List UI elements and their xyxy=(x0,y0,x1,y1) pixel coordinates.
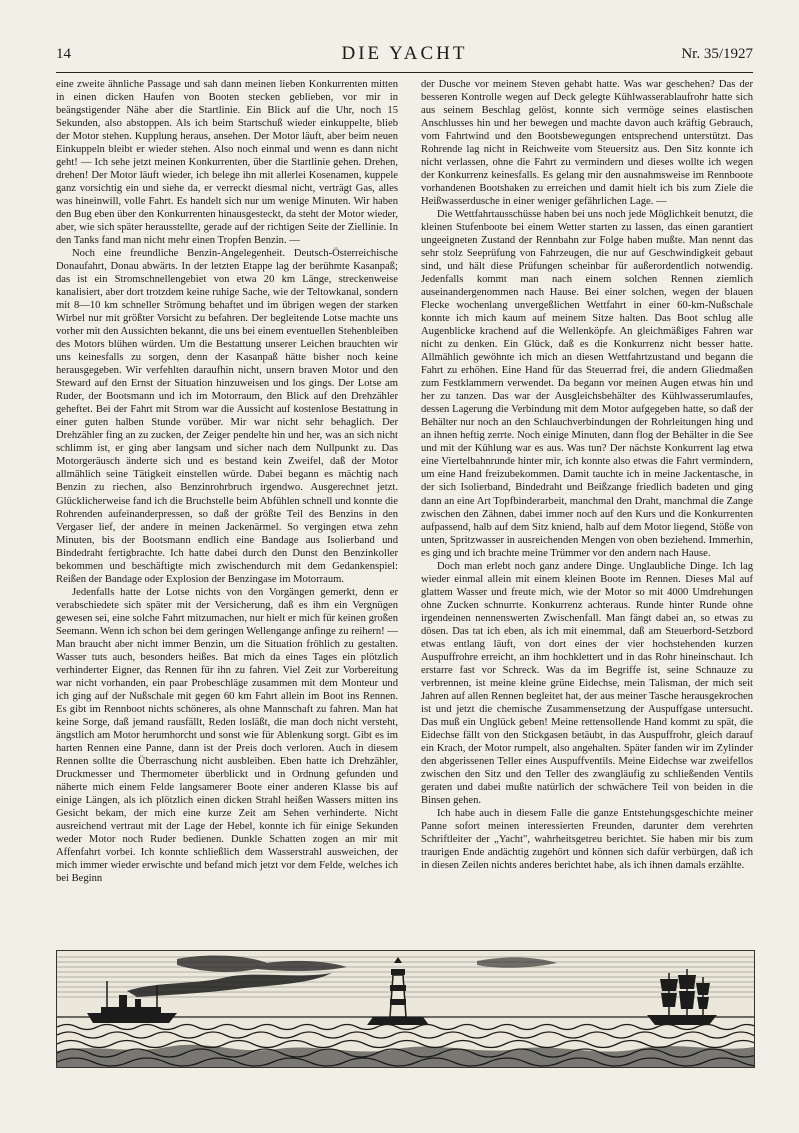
magazine-title: DIE YACHT xyxy=(341,43,468,64)
paragraph: Noch eine freundliche Benzin-Angelegenheit. Deutsch-Österreichische Donaufahrt, Donau abwärts. In der letzten Etappe lag der berühmte Kasanpaß; das ist ein Stromschnellengebiet von etwa 20 km Länge, streckenweise kanalisiert, aber dort trotzdem keine ruhige Sache, wie der Teltowkanal, sondern mit 8—10 km schneller Strömung behaftet und im übrigen wegen der starken Wirbel nur mit größter Vorsicht zu befahren. Der begleitende Lotse machte uns vorher mit den Aussichten bekannt, die uns bei einem eventuellen Stehenbleiben des Motors blühen würden. Um die Bestattung unserer Leichen brauchten wir uns keinesfalls zu sorgen, denn der Kasanpaß hätte bisher noch keine herausgegeben. Wir verfehlten daraufhin nicht, unsern braven Motor und den Steward auf den Ernst der Situation hinzuweisen und los gings. Der Lotse am Ruder, der Bootsmann und ich im Motorraum, den Blick auf den Drehzähler geheftet. Bei der Fahrt mit Strom war die Aussicht auf kostenlose Bestattung in einer guten halben Stunde vorüber. Mir war nicht sehr behaglich. Der Drehzähler fing an zu zucken, der Zeiger pendelte hin und her, was an sich nicht schlimm ist, er ging aber langsam und sicher nach dem Nullpunkt zu. Das Motorgeräusch änderte sich und es bestand kein Zweifel, daß der Motor allmählich seine Tätigkeit einstellen würde. Dabei begann es mächtig nach Benzin zu riechen, also Benzinrohrbruch irgendwo. Ausgerechnet jetzt. Glücklicherweise fand ich die Bruchstelle beim Abfühlen schnell und konnte die Rohrenden aufeinanderpressen, so daß der größte Teil des Benzins in den Vergaser lief, der andere in meinen Jackenärmel. So vergingen etwa zehn Minuten, bis der Bootsmann endlich eine Bandage aus Isolierband und Bindedraht fertigbrachte. Ich hatte dabei durch den Dunst den Benzinkoller bekommen und beschäftigte mich zwischendurch mit dem Gedankenspiel: Reißen der Bandage oder Explosion der Benzingase im Motorraum. xyxy=(56,248,398,585)
paragraph: Jedenfalls hatte der Lotse nichts von den Vorgängen gemerkt, denn er verabschiedete sich später mit der Versicherung, daß es ihm ein Vergnügen gewesen sei, eine solche Fahrt mitzumachen, nur hielt er mich für keinen großen Seemann. Wenn ich schon bei dem geringen Wellengange anfinge zu reihern! — Man braucht aber nicht immer Benzin, um die Situation fröhlich zu gestalten. Wasser tuts auch, besonders heißes. Bat mich da eines Tages ein plötzlich verhinderter Eigner, das Rennen für ihn zu fahren. Viel Zeit zur Vorbereitung war nicht vorhanden, ein paar Probeschläge zusammen mit dem Monteur und ich ging auf der Nußschale mit gegen 60 km Fahrt allein im Boot ins Rennen. Es gibt im Rennboot nichts schöneres, als ohne Mannschaft zu fahren. Man hat keine Sorge, daß jemand rausfällt, Reden losläßt, die man doch nicht versteht, ängstlich am Motor herumhorcht und sonst wie für Ablenkung sorgt. Gibt es im harten Rennen eine Panne, dann ist der Preis doch verloren. Auch in diesem Rennen sollte die Überraschung nicht ausbleiben. Eben hatte ich Drehzähler, Druckmesser und Thermometer überblickt und in Ordnung gefunden und näherte mich einem Felde langsamerer Boote einer anderen Klasse bis auf einige Längen, als ich plötzlich einen dicken Strahl heißen Wassers mitten ins Gesicht bekam, der mich eine kurze Zeit am Sehen verhinderte. Nicht ausreichend vertraut mit der Lage der Hebel, konnte ich für einige Sekunden weder Motor noch Ruder bedienen. Dunkle Schatten zogen an mir mit Affenfahrt vorbei. Ich konnte schließlich dem Wasserstrahl ausweichen, der mich immer wieder erwischte und befand mich jetzt vor dem Felde, welches ich bei Beginn xyxy=(56,586,398,884)
foreground-waves xyxy=(57,1045,754,1067)
issue-number: Nr. 35/1927 xyxy=(681,46,753,62)
seascape-illustration xyxy=(56,950,755,1068)
paragraph: Ich habe auch in diesem Falle die ganze Entstehungsgeschichte meiner Panne sofort meinen interessierten Freunden, darunter dem verehrten Schriftleiter der „Yacht", wahrheitsgetreu berichtet. Sie haben mir bis zum traurigen Ende andächtig zugehört und können sich dafür verbürgen, daß ich in diesen Zeilen nichts anderes berichtet habe, als ich ihnen damals erzählte. xyxy=(421,807,753,871)
left-column xyxy=(56,78,398,946)
page-number: 14 xyxy=(56,46,71,62)
page-header xyxy=(56,42,753,70)
right-column xyxy=(421,78,753,946)
paragraph: Doch man erlebt noch ganz andere Dinge. Unglaubliche Dinge. Ich lag wieder einmal allein mit einem kleinen Boote im Rennen. Dieses Mal auf glattem Wasser und freute mich, wie der Motor so mit 4000 Umdrehungen ohne Zucken schnurrte. Konkurrenz achteraus. Runde hinter Runde ohne irgendeinen nennenswerten Zwischenfall. Man fängt dabei an, so etwas zu dösen. Das tat ich eben, als ich mit einemmal, daß am Steuerbord-Setzbord etwas entlang läuft, von dort eines der vier hochstehenden kurzen Auspuffrohre erreicht, an ihm hochklettert und in das Rohr hineinschaut. Ich erstarre fast vor Schreck. Was da im Begriffe ist, seine Schnauze zu verbrennen, ist meine kleine grüne Eidechse, mein Talisman, der mich seit Jahren auf allen Rennen begleitet hat, der aus meiner Tasche herausgekrochen ist und jetzt die chemische Zusammensetzung der Auspuffgase untersucht. Das muß ein Unglück geben! Meine rettensollende Hand kommt zu spät, die Eidechse fällt von den Stickgasen betäubt, in das Auspuffrohr, gleich darauf ein Krach, der Motor rumpelt, also angehalten. Später fanden wir im Zylinder den abgerissenen Teller eines Auspuffventils. Meine Eidechse war zweifellos zwischen den Sitz und den Teller des zwangläufig zu schließenden Ventils geraten und dabei mußte natürlich der schwächere Teil von beiden in die Binsen gehen. xyxy=(421,560,753,806)
header-rule xyxy=(56,72,753,73)
paragraph: Die Wettfahrtausschüsse haben bei uns noch jede Möglichkeit benutzt, die kleinen Stufenboote bei einem Wetter starten zu lassen, das einen garantiert ungeeigneten Zustand der Rennbahn zur Folge haben mußte. Man nennt das sehr stolz Seeprüfung von Fahrzeugen, die nur auf Geschwindigkeit gebaut sind, und hält diese Prüfungen scheinbar für außerordentlich notwendig. Jedenfalls kommt man nach einem solchen Rennen ziemlich auseinandergenommen nach Hause. Bei einer solchen, wegen der blauen Flecke wochenlang unvergeßlichen Wettfahrt in einer 60-km-Nußschale konnte ich mich kaum auf meinem Sitze halten. Das Boot schlug alle Augenblicke krachend auf die Wellenköpfe. An gleichmäßiges Fahren war nicht zu denken. Ein Glück, daß es die Konkurrenz nicht besser hatte. Allmählich gewöhnte ich mich an diesen Wettfahrtzustand und begann die Fahrt zu erhöhen. Eine Hand für das Steuerrad frei, die andern Gliedmaßen zum Festklammern verwendet. Da begann vor meinen Augen etwas hin und her zu tanzen. Das war der Ausgleichsbehälter des Kühlwasserumlaufes, dessen Lagerung die Verbindung mit dem Motor aufgegeben hatte, so daß der Behälter nur noch an den Schlauchverbindungen der Rohrleitungen hing und an ihnen heftig zerrte. Noch einige Minuten, dann flog der Behälter in die See und mit der Kühlung war es aus. Was tun? Der nächste Konkurrent lag etwa eine Viertelbahnrunde hinter mir, ich konnte also etwas die Fahrt vermindern, um eine Hand freizubekommen. Damit tauchte ich in meine Jackentasche, in der sich Isolierband, Bindedraht und Beißzange friedlich badeten und ging dann an eine Art Topfbinderarbeit, manchmal den Draht, manchmal die Zange zwischen den Zähnen, dabei immer noch auf den Kurs und die Konkurrenten aufpassend, halb auf dem Sitz kniend, halb auf dem Motor liegend, Stöße von unten, Spritzwasser in ausreichenden Mengen von oben beziehend. Immerhin, es ging und ich brachte meine Trümmer vor den andern nach Hause. xyxy=(421,209,753,559)
paragraph: der Dusche vor meinem Steven gehabt hatte. Was war geschehen? Das der besseren Kontrolle wegen auf Deck gelegte Kühlwasserablaufrohr hatte sich aus seinem Beschlag gelöst, konnte sich vermöge seines elastischen Anschlusses hin und her bewegen und machte davon auch kräftig Gebrauch, vom Fahrtwind und den Bootsbewegungen entsprechend unterstützt. Das Rohrende lag nicht in Reichweite vom Steuersitz aus. Den Sitz konnte ich nicht verlassen, ohne die Fahrt zu vermindern und dieses wollte ich wegen der Konkurrenz keinesfalls. Es gelang mir den ausnahmsweise im Rennboote vorhandenen Bootshaken zu erreichen und damit hielt ich bis zum Ziele die Heißwasserdusche in einer weniger gefährlichen Lage. — xyxy=(421,79,753,208)
paragraph: eine zweite ähnliche Passage und sah dann meinen lieben Konkurrenten mitten in einen dicken Haufen von Booten stecken geblieben, vor mir in beängstigender Nähe aber die Startlinie. Ein Blick auf die Uhr, noch 15 Sekunden, also abstoppen. Als ich beim Startschuß wieder einkuppelte, blieb der Motor stehen. Kupplung heraus, ansehen. Der Motor läuft, aber beim neuen Einkuppeln bleibt er wieder stehen. Also noch einmal und wenn es dann nicht geht! — Ich sehe jetzt meinen Konkurrenten, über die Startlinie gehen. Drehen, drehen! Der Motor läuft wieder, ich belege ihn mit allerlei Kosenamen, kuppele ganz vorsichtig ein und siehe da, er verreckt diesmal nicht, verträgt Gas, alles was hineinwill, volle Fahrt. Es handelt sich nur um wenige Minuten. Wir haben den Bug eben über den Konkurrenten hinausgesteckt, da steht der Motor wieder, aber, wie sich später herausstellte, gerade auf der richtigen Seite der Ziellinie. In den Tanks fand man nicht mehr einen Tropfen Benzin. — xyxy=(56,79,398,247)
